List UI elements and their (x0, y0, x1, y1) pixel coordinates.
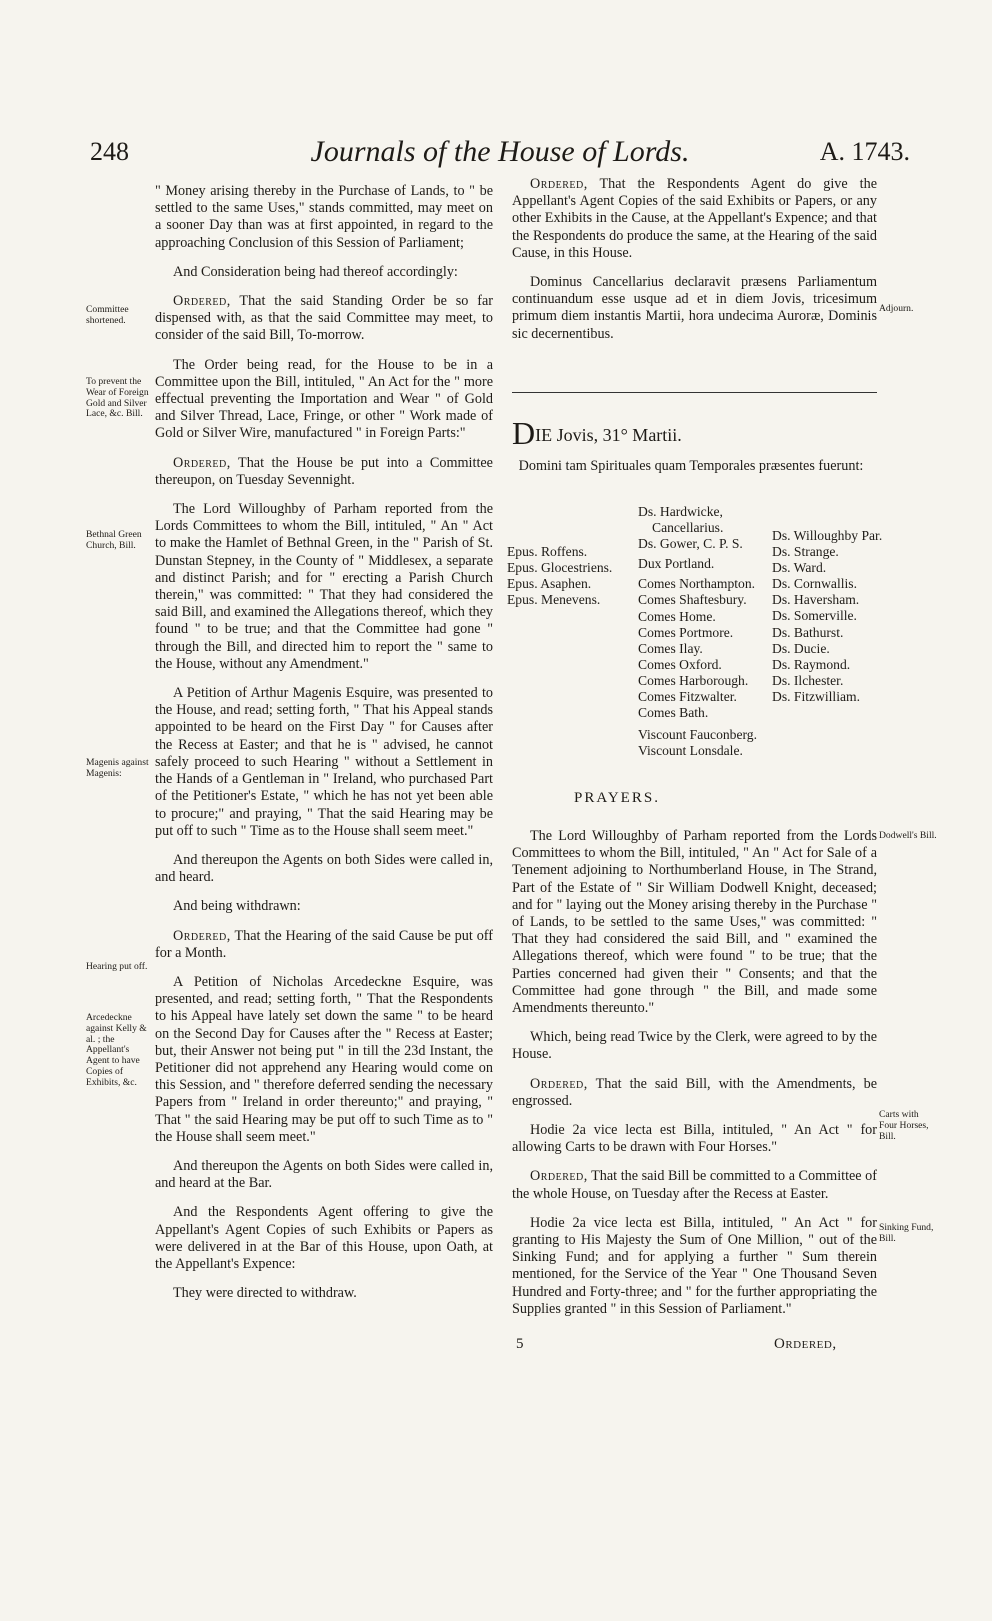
paragraph: And Consideration being had thereof accordingly: (173, 263, 458, 280)
page-number: 248 (90, 137, 129, 166)
order-lead: Ordered, (530, 1168, 588, 1185)
right-column-bottom (512, 828, 877, 1330)
paragraph: And thereupon the Agents on both Sides were called in, and heard. (155, 851, 493, 886)
lord-entry: Comes Shaftesbury. (638, 592, 747, 608)
lord-entry: Viscount Fauconberg. (638, 727, 757, 743)
lord-entry: Comes Oxford. (638, 656, 722, 672)
paragraph: And the Respondents Agent offering to give the Appellant's Agent Copies of such Exhibits or Papers as were delivered in at the Bar of this House, upon Oath, at the Appellant's Expence: (155, 1204, 493, 1272)
order-text: That the said Standing Order be so far dispensed with, as that the said Committee may meet, to consider of the said Bill, To-morrow. (155, 293, 493, 344)
order-lead: Ordered, (173, 927, 231, 944)
lord-entry: Dux Portland. (638, 556, 715, 572)
paragraph: Which, being read Twice by the Clerk, were agreed to by the House. (512, 1029, 877, 1063)
order-paragraph (155, 928, 493, 962)
lord-entry: Ds. Strange. (772, 544, 839, 560)
page-header (90, 137, 910, 179)
order-paragraph (512, 1076, 877, 1110)
order-text: That the House be put into a Committee thereupon, on Tuesday Sevennight. (155, 454, 493, 488)
lords-right-list (772, 528, 882, 705)
paragraph: A Petition of Nicholas Arcedeckne Esquire, was presented, and read; setting forth, " That the Respondents to his Appeal have lately set down the same " to be heard on the Second Day for Causes after the " Recess at Easter; but, their Answer not being put " in till the 23d Instant, the Petitioner did not apprehend any Hearing would come on this Session, and " therefore deferred sending the necessary Papers from " Ireland in order thereunto;" and praying, " That " the said Hearing may be put off to such Time as to " the House shall seem meet." (155, 973, 493, 1145)
lord-entry: Ds. Cornwallis. (772, 576, 857, 592)
paragraph: Hodie 2a vice lecta est Billa, intituled, " An Act " for allowing Carts to be drawn with Four Horses." (512, 1122, 877, 1156)
lord-entry: Ds. Bathurst. (772, 624, 844, 640)
margin-note-adjourn: Adjourn. (879, 303, 914, 314)
margin-note-dodwell: Dodwell's Bill. (879, 830, 937, 841)
bishops-list (507, 544, 612, 608)
sitting-date-text: IE Jovis, 31° Martii. (535, 425, 682, 445)
catchword: Ordered, (774, 1336, 837, 1352)
lord-entry: Epus. Asaphen. (507, 576, 592, 592)
paragraph: The Lord Willoughby of Parham reported from the Lords Committees to whom the Bill, intituled, " An " Act for Sale of a Tenement adjoining to Northumberland House, in The Strand, Part of the Estate of " Sir William Dodwell Knight, deceased; and for " laying out the Money arising thereby in the Purchase " of Lands, to be settled to the same Uses," was committed: " That they had considered the said Bill, and " examined the Allegations thereof, which were found " to be true; that the Parties concerned had given their " Consents; and that the Committee had gone through " the Bill, and made some Amendments thereunto." (512, 828, 877, 1017)
margin-note-hearing-put-off: Hearing put off. (86, 961, 148, 972)
order-text: That the said Bill, with the Amendments, be engrossed. (512, 1075, 878, 1109)
order-text: That the said Bill be committed to a Committee of the whole House, on Tuesday after the Recess at Easter. (512, 1168, 877, 1202)
order-paragraph (155, 455, 493, 489)
lord-entry: Comes Portmore. (638, 624, 734, 640)
page-year: A. 1743. (819, 137, 910, 166)
order-lead: Ordered, (173, 293, 231, 310)
lord-entry: Comes Home. (638, 608, 716, 624)
margin-note-committee-shortened: Committee shortened. (86, 304, 129, 326)
lord-entry: Comes Northampton. (638, 576, 756, 592)
order-lead: Ordered, (173, 454, 231, 471)
right-column-top (512, 176, 877, 355)
running-title: Journals of the House of Lords. (310, 135, 690, 168)
order-lead: Ordered, (530, 1075, 588, 1092)
order-paragraph (512, 176, 877, 262)
lord-entry: Ds. Willoughby Par. (772, 528, 883, 543)
lord-entry: Cancellarius. (652, 520, 724, 536)
order-paragraph (155, 293, 493, 345)
paragraph: They were directed to withdraw. (173, 1285, 357, 1302)
lord-entry: Ds. Fitzwilliam. (772, 688, 860, 704)
order-paragraph (512, 1168, 877, 1202)
margin-note-sinking-fund: Sinking Fund, Bill. (879, 1222, 934, 1244)
prayers-heading: PRAYERS. (574, 790, 660, 806)
margin-note-magenis: Magenis against Magenis: (86, 757, 149, 779)
drop-initial: D (512, 415, 536, 451)
paragraph: The Lord Willoughby of Parham reported from the Lords Committees to whom the Bill, intituled, " An " Act to make the Hamlet of Bethnal Green, in the " Parish of St. Dunstan Stepney, in the County of " Middlesex, a separate and distinct Parish; and for " erecting a Parish Church therein," was committed: " That they had considered the said Bill, and examined the Allegations thereof, which they found " to be true; and that the Committee had gone " through the Bill, and directed him to report the " same to the House, without any Amendment." (155, 501, 493, 672)
paragraph: And thereupon the Agents on both Sides were called in, and heard at the Bar. (155, 1157, 493, 1192)
section-divider (512, 392, 877, 393)
lord-entry: Ds. Haversham. (772, 592, 860, 608)
lord-entry: Ds. Raymond. (772, 656, 851, 672)
margin-note-carts: Carts with Four Horses, Bill. (879, 1109, 929, 1142)
order-text: That the Respondents Agent do give the Appellant's Agent Copies of the said Exhibits or Papers, or any other Exhibits in the Cause, at the Appellant's Expence; and that the Respondents do produce the same, at the Hearing of the said Cause, in this House. (512, 176, 877, 261)
lord-entry: Ds. Ducie. (772, 640, 830, 656)
paragraph: Hodie 2a vice lecta est Billa, intituled, " An Act " for granting to His Majesty the Sum of One Million, " out of the Sinking Fund; and for applying a further " Sum therein mentioned, for the Service of the Year " One Thousand Seven Hundred and Forty-three; and " for the further appropriating the Supplies granted " in this Session of Parliament." (512, 1214, 877, 1317)
left-column (155, 183, 493, 1314)
margin-note-bethnal-green: Bethnal Green Church, Bill. (86, 529, 142, 551)
lord-entry: Ds. Gower, C. P. S. (638, 536, 743, 552)
lord-entry: Viscount Lonsdale. (638, 743, 743, 759)
lord-entry: Ds. Ward. (772, 560, 827, 576)
lord-entry: Comes Fitzwalter. (638, 689, 737, 705)
margin-note-foreign-lace-bill: To prevent the Wear of Foreign Gold and Silver Lace, &c. Bill. (86, 376, 149, 420)
order-lead: Ordered, (530, 176, 588, 192)
order-text: That the Hearing of the said Cause be put off for a Month. (155, 927, 493, 961)
paragraph: And being withdrawn: (173, 898, 301, 915)
paragraph: " Money arising thereby in the Purchase of Lands, to " be settled to the same Uses," stands committed, may meet on a sooner Day than was at first appointed, in regard to the approaching Conclusion of this Session of Parliament; (155, 183, 493, 251)
lords-middle-list (638, 504, 757, 759)
lord-entry: Epus. Menevens. (507, 592, 601, 608)
lord-entry: Comes Ilay. (638, 640, 703, 656)
lord-entry: Epus. Roffens. (507, 544, 588, 559)
paragraph: The Order being read, for the House to be in a Committee upon the Bill, intituled, " An Act for the " more effectual preventing the Importation and Wear " of Gold and Silver Thread, Lace, Fringe, or other " Work made of Gold or Silver Wire, manufactured " in Foreign Parts:" (155, 356, 493, 442)
lord-entry: Ds. Somerville. (772, 608, 857, 624)
sitting-date (512, 415, 877, 451)
adjournment-paragraph: Dominus Cancellarius declaravit præsens Parliamentum continuandum esse usque ad et in diem Jovis, tricesimum primum diem instantis Martii, hora undecima Auroræ, Dominis sic decernentibus. (512, 274, 877, 342)
lord-entry: Ds. Ilchester. (772, 672, 844, 688)
margin-note-arcedeckne: Arcedeckne against Kelly & al. ; the Appellant's Agent to have Copies of Exhibits, &c. (86, 1012, 147, 1088)
lord-entry: Epus. Glocestriens. (507, 560, 613, 576)
paragraph: A Petition of Arthur Magenis Esquire, was presented to the House, and read; setting forth, " That his Appeal stands appointed to be heard on the First Day " for Causes after the Recess at Easter; and that he is " advised, he cannot safely proceed to such Hearing " without a Settlement in the Hands of a Gentleman in " Ireland, who purchased Part of the Petitioner's Estate, " which he has not yet been able to procure;" and praying, " That the said Hearing may be put off to such " Time as to the House shall seem meet." (155, 685, 493, 839)
lord-entry: Comes Harborough. (638, 672, 749, 688)
lord-entry: Comes Bath. (638, 705, 709, 721)
attendance-heading: Domini tam Spirituales quam Temporales præsentes fuerunt: (518, 458, 864, 474)
signature-mark: 5 (516, 1336, 524, 1352)
lord-entry: Ds. Hardwicke, (638, 504, 723, 519)
